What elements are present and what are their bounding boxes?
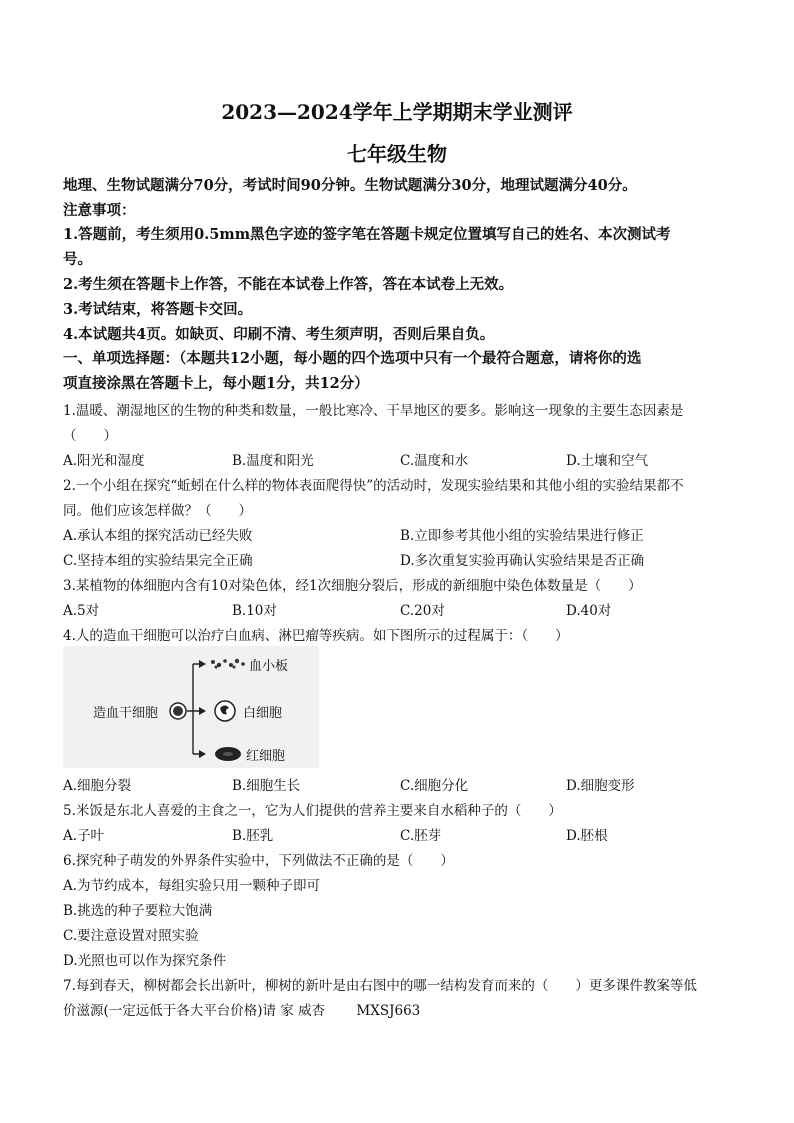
q2-option-d: D.多次重复实验再确认实验结果是否正确 — [400, 553, 645, 569]
q5-option-c: C.胚芽 — [400, 828, 442, 844]
notice-1: 1.答题前，考生须用0.5mm黑色字迹的签字笔在答题卡规定位置填写自己的姓名、本次测试考 — [63, 226, 671, 243]
cell-differentiation-figure — [63, 646, 319, 768]
q3-option-a: A.5对 — [63, 603, 100, 619]
q1-option-d: D.土壤和空气 — [566, 453, 649, 469]
q4-option-b: B.细胞生长 — [232, 778, 301, 794]
question-3-stem: 3.某植物的体细胞内含有10对染色体，经1次细胞分裂后，形成的新细胞中染色体数量是（ ） — [63, 578, 642, 594]
question-7-stem-cont: 价滋源(一定远低于各大平台价格)请 家 威杏 MXSJ663 — [63, 1003, 421, 1019]
notice-3: 3.考试结束，将答题卡交回。 — [63, 301, 253, 318]
q4-option-d: D.细胞变形 — [566, 778, 635, 794]
question-1-blank: （ ） — [63, 428, 117, 444]
notice-4: 4.本试题共4页。如缺页、印刷不清、考生须声明，否则后果自负。 — [63, 326, 495, 343]
question-1-stem: 1.温暖、潮湿地区的生物的种类和数量，一般比寒冷、干旱地区的要多。影响这一现象的主要生态因素是 — [63, 403, 684, 419]
q6-option-d: D.光照也可以作为探究条件 — [63, 953, 227, 969]
question-4-stem: 4.人的造血干细胞可以治疗白血病、淋巴瘤等疾病。如下图所示的过程属于：（ ） — [63, 628, 569, 644]
question-7-stem: 7.每到春天，柳树都会长出新叶，柳树的新叶是由右图中的哪一结构发育而来的（ ）更多课件教案等低 — [63, 978, 697, 994]
figure-label-red-cell: 红细胞 — [246, 749, 286, 764]
q2-option-c: C.坚持本组的实验结果完全正确 — [63, 553, 253, 569]
figure-label-stem-cell: 造血干细胞 — [93, 706, 159, 721]
section-heading: 一、单项选择题：（本题共12小题，每小题的四个选项中只有一个最符合题意，请将你的选 — [63, 350, 642, 367]
q5-option-a: A.子叶 — [63, 828, 105, 844]
question-6-stem: 6.探究种子萌发的外界条件实验中，下列做法不正确的是（ ） — [63, 853, 454, 869]
notice-heading: 注意事项： — [63, 202, 136, 219]
q4-option-a: A.细胞分裂 — [63, 778, 132, 794]
q3-option-c: C.20对 — [400, 603, 445, 619]
question-5-stem: 5.米饭是东北人喜爱的主食之一，它为人们提供的营养主要来自水稻种子的（ ） — [63, 803, 562, 819]
q6-option-b: B.挑选的种子要粒大饱满 — [63, 903, 213, 919]
question-2-stem: 2.一个小组在探究“蚯蚓在什么样的物体表面爬得快”的活动时，发现实验结果和其他小组的实验结果都不 — [63, 478, 684, 494]
exam-intro: 地理、生物试题满分70分，考试时间90分钟。生物试题满分30分，地理试题满分40分。 — [63, 177, 637, 194]
question-2-stem-cont: 同。他们应该怎样做？（ ） — [63, 503, 252, 519]
notice-2: 2.考生须在答题卡上作答，不能在本试卷上作答，答在本试卷上无效。 — [63, 276, 514, 293]
q1-option-a: A.阳光和湿度 — [63, 453, 145, 469]
notice-1-cont: 号。 — [63, 251, 92, 268]
q5-option-d: D.胚根 — [566, 828, 608, 844]
q1-option-c: C.温度和水 — [400, 453, 469, 469]
exam-title: 2023—2024学年上学期期末学业测评 — [221, 100, 573, 124]
exam-subtitle: 七年级生物 — [347, 142, 447, 166]
q1-option-b: B.温度和阳光 — [232, 453, 314, 469]
q2-option-b: B.立即参考其他小组的实验结果进行修正 — [400, 528, 644, 544]
q2-option-a: A.承认本组的探究活动已经失败 — [63, 528, 253, 544]
q5-option-b: B.胚乳 — [232, 828, 274, 844]
section-heading-cont: 项直接涂黑在答题卡上，每小题1分，共12分） — [63, 375, 369, 392]
figure-label-white-cell: 白细胞 — [243, 706, 283, 721]
q4-option-c: C.细胞分化 — [400, 778, 469, 794]
q3-option-b: B.10对 — [232, 603, 277, 619]
q6-option-a: A.为节约成本，每组实验只用一颗种子即可 — [63, 878, 321, 894]
figure-label-platelet: 血小板 — [249, 659, 289, 674]
q6-option-c: C.要注意设置对照实验 — [63, 928, 199, 944]
q3-option-d: D.40对 — [566, 603, 612, 619]
